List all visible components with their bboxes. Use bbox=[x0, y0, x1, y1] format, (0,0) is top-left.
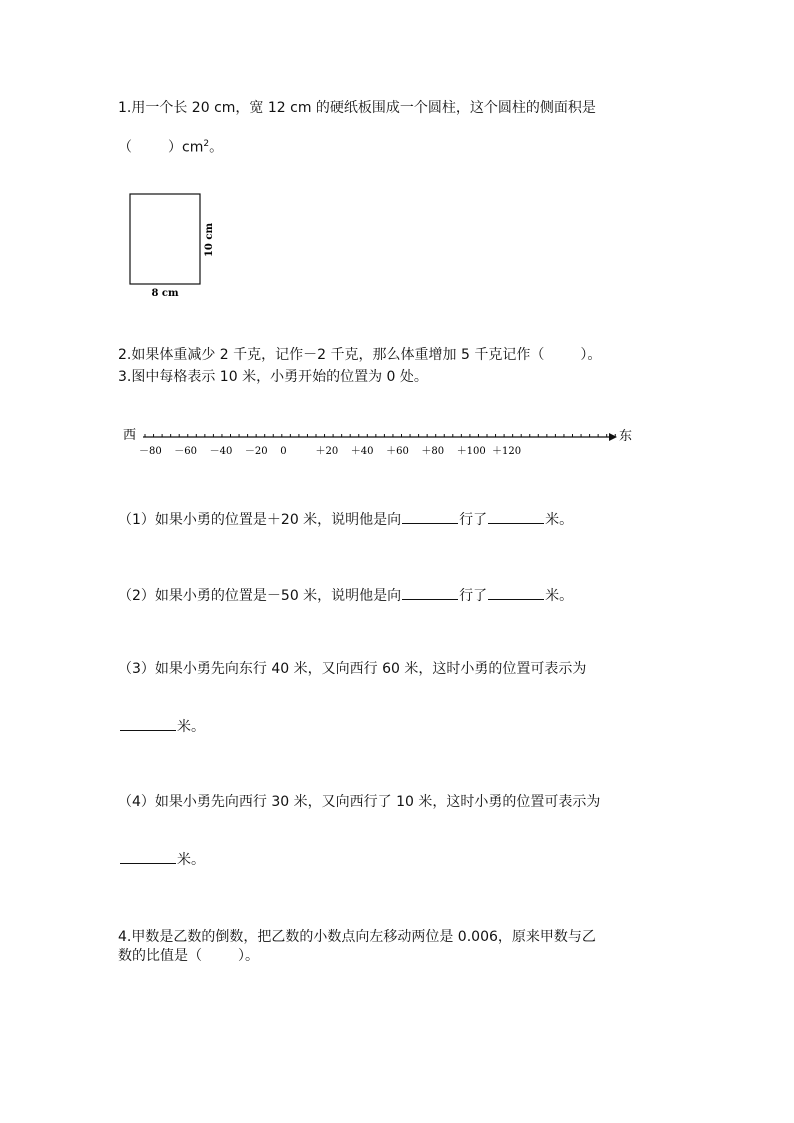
number-line-label: －40 bbox=[209, 446, 233, 457]
q3-sub2-blank-distance[interactable] bbox=[488, 585, 544, 600]
q2-line bbox=[118, 345, 601, 365]
q2-text: 2.如果体重减少 2 千克，记作－2 千克，那么体重增加 5 千克记作（ bbox=[118, 347, 545, 363]
number-line-label: －60 bbox=[174, 446, 198, 457]
west-label: 西 bbox=[123, 428, 137, 443]
q3-sub4-end: 米。 bbox=[177, 852, 205, 868]
q3-sub2-mid: 行了 bbox=[459, 588, 488, 604]
q1-paren-open: （ bbox=[118, 139, 132, 156]
number-line-label: －20 bbox=[244, 446, 268, 457]
q3-sub2-text: （2）如果小勇的位置是－50 米，说明他是向 bbox=[118, 588, 402, 604]
q1-line2 bbox=[118, 134, 223, 158]
east-label: 东 bbox=[619, 429, 633, 444]
q3-sub1-mid: 行了 bbox=[459, 512, 488, 528]
q1-end: 。 bbox=[209, 139, 224, 156]
q4-line2 bbox=[118, 946, 259, 966]
rectangle-figure bbox=[120, 186, 230, 302]
q1-line1: 1.用一个长 20 cm，宽 12 cm 的硬纸板围成一个圆柱，这个圆柱的侧面积是 bbox=[118, 100, 596, 116]
q3-sub1-blank-direction[interactable] bbox=[402, 509, 458, 524]
q3-sub1-blank-distance[interactable] bbox=[488, 509, 544, 524]
q1-superscript: 2 bbox=[203, 139, 210, 149]
number-line-label: ＋100 bbox=[456, 446, 486, 457]
q3-sub3: （3）如果小勇先向东行 40 米，又向西行 60 米，这时小勇的位置可表示为 bbox=[118, 661, 587, 677]
q3-sub3-end: 米。 bbox=[177, 719, 205, 735]
q3-sub2-blank-direction[interactable] bbox=[402, 585, 458, 600]
q3-sub4: （4）如果小勇先向西行 30 米，又向西行了 10 米，这时小勇的位置可表示为 bbox=[118, 794, 601, 810]
height-label: 10 cm bbox=[204, 222, 215, 258]
number-line bbox=[115, 420, 645, 464]
rectangle-shape bbox=[130, 194, 200, 284]
number-line-label: ＋40 bbox=[350, 446, 374, 457]
q3-sub3-answer bbox=[118, 716, 205, 737]
q2-close: ）。 bbox=[580, 347, 602, 363]
number-line-label: ＋20 bbox=[315, 446, 339, 457]
q3-sub1-text: （1）如果小勇的位置是＋20 米，说明他是向 bbox=[118, 512, 402, 528]
number-line-label: ＋120 bbox=[492, 446, 522, 457]
number-line-label: ＋60 bbox=[386, 446, 409, 457]
number-line-label: －80 bbox=[139, 446, 162, 457]
width-label: 8 cm bbox=[151, 288, 179, 299]
q3-sub2 bbox=[118, 585, 573, 606]
arrow-head bbox=[609, 433, 617, 441]
number-line-label: 0 bbox=[280, 446, 287, 457]
number-line-label: ＋80 bbox=[421, 446, 445, 457]
q3-sub1 bbox=[118, 509, 573, 530]
q3-sub3-blank[interactable] bbox=[120, 716, 176, 731]
q3-sub4-answer bbox=[118, 849, 205, 870]
q3-intro: 3.图中每格表示 10 米，小勇开始的位置为 0 处。 bbox=[118, 369, 428, 385]
q4-close: ）。 bbox=[238, 948, 259, 964]
q3-sub2-end: 米。 bbox=[545, 588, 574, 604]
q3-sub4-blank[interactable] bbox=[120, 849, 176, 864]
q3-sub1-end: 米。 bbox=[545, 512, 574, 528]
q4-text: 数的比值是（ bbox=[118, 948, 202, 964]
q4-line1: 4.甲数是乙数的倒数，把乙数的小数点向左移动两位是 0.006，原来甲数与乙 bbox=[118, 929, 596, 945]
q1-paren-close: ）cm bbox=[168, 139, 204, 156]
